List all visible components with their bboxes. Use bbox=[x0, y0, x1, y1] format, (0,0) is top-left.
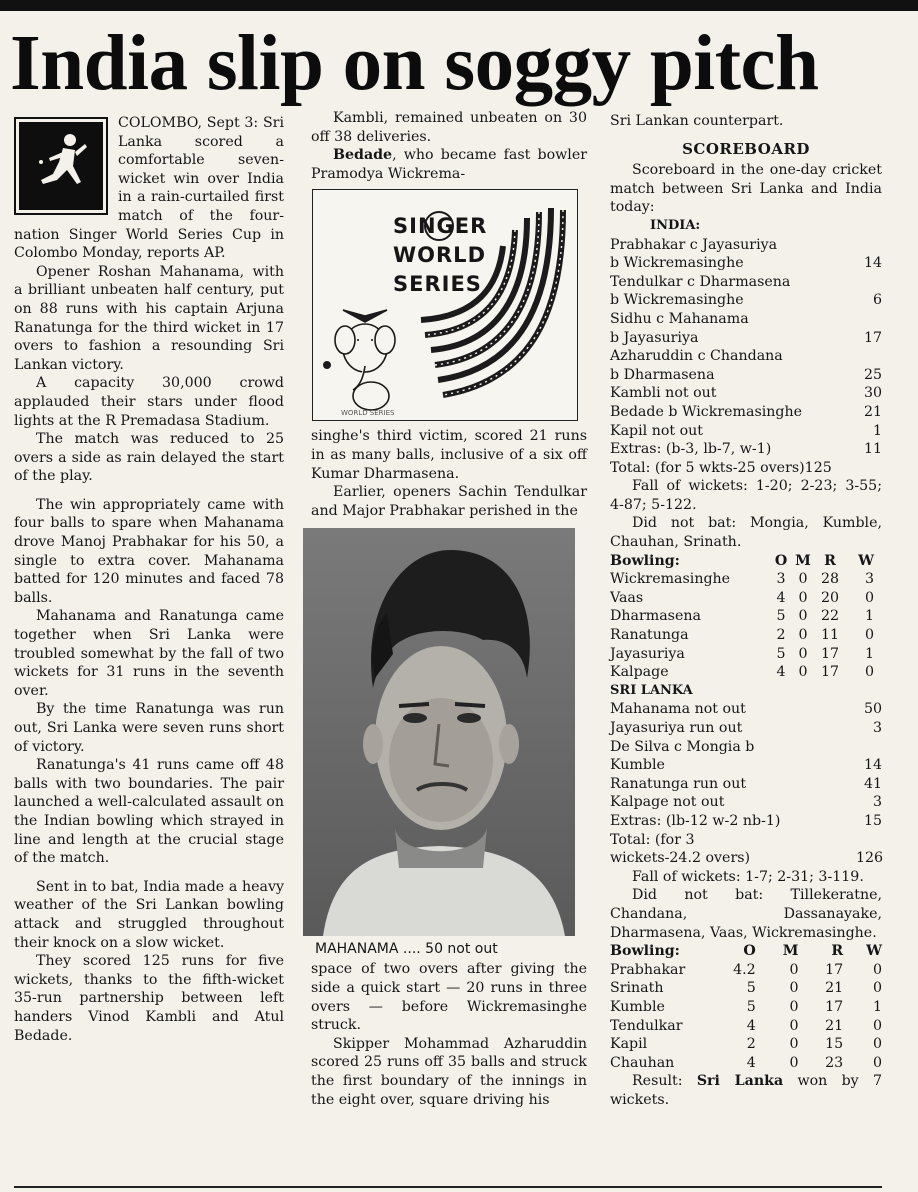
bowler-overs: 5 bbox=[746, 998, 756, 1015]
batsman-dismissal: Bedade b Wickremasinghe bbox=[610, 403, 803, 420]
batsman-line: Prabhakar c Jayasuriya bbox=[610, 236, 778, 253]
bowler-wickets: 0 bbox=[872, 980, 883, 997]
batsman-dismissal: Mahanama not out bbox=[610, 701, 746, 718]
bowler-row bbox=[610, 1017, 882, 1036]
bowler-name: Jayasuriya bbox=[610, 645, 685, 662]
bowler-maidens: 0 bbox=[798, 627, 808, 644]
bowler-maidens: 0 bbox=[798, 608, 808, 625]
batsman-dismissal: Extras: (b-3, lb-7, w-1) bbox=[610, 441, 772, 458]
india-total: Total: (for 5 wkts-25 overs)125 bbox=[610, 459, 832, 476]
article-paragraph: A capacity 30,000 crowd applauded their stars under flood lights at the R Premadasa Stadium. bbox=[14, 375, 284, 429]
top-rule bbox=[0, 0, 918, 11]
india-did-not-bat: Did not bat: Mongia, Kumble, Chauhan, Srinath. bbox=[610, 515, 882, 551]
bowler-runs: 15 bbox=[825, 1036, 844, 1053]
scoreboard-title: SCOREBOARD bbox=[682, 139, 810, 158]
bowler-name: Kapil bbox=[610, 1036, 648, 1053]
batsman-runs: 1 bbox=[872, 422, 882, 439]
article-paragraph: Skipper Mohammad Azharuddin scored 25 runs off 35 balls and struck the first boundary of the innings in the eight over, square driving his bbox=[311, 1035, 587, 1108]
article-paragraph: singhe's third victim, scored 21 runs in as many balls, inclusive of a six off Kumar Dharmasena. bbox=[311, 428, 587, 482]
match-result: Result: Sri Lanka won by 7 wickets. bbox=[610, 1073, 882, 1108]
batsman-row bbox=[610, 849, 882, 868]
batsman-runs: 126 bbox=[856, 850, 884, 867]
bowler-wickets: 0 bbox=[872, 1054, 883, 1071]
bowler-maidens: 0 bbox=[798, 664, 808, 681]
batsman-row bbox=[610, 422, 882, 441]
article-lead: COLOMBO, Sept 3: Sri Lanka scored a comfortable seven-wicket win over India in a rain-curtailed first match of the four-nation Singer World Series Cup in Colombo Monday, reports AP. bbox=[14, 115, 284, 262]
bowler-runs: 11 bbox=[820, 627, 840, 644]
article-column-1 bbox=[14, 114, 284, 1045]
bowler-row bbox=[610, 589, 882, 608]
batsman-row bbox=[610, 254, 882, 273]
article-paragraph: Sri Lankan counterpart. bbox=[610, 113, 784, 129]
bowler-maidens: 0 bbox=[789, 961, 799, 978]
batsman-runs: 14 bbox=[863, 757, 882, 774]
ad-title: SINGER WORLD SERIES bbox=[393, 214, 488, 297]
bowler-overs: 4.2 bbox=[733, 961, 756, 978]
batsman-dismissal: wickets-24.2 overs) bbox=[610, 850, 751, 867]
india-bowling-list bbox=[610, 961, 882, 1073]
bowler-overs: 4 bbox=[776, 589, 786, 606]
batsman-row bbox=[610, 775, 882, 794]
elephant-mascot-icon bbox=[335, 310, 395, 410]
bowler-overs: 5 bbox=[746, 980, 756, 997]
article-paragraph: By the time Ranatunga was run out, Sri Lanka were seven runs short of victory. bbox=[14, 701, 284, 755]
bowler-wickets: 0 bbox=[872, 1036, 883, 1053]
player-photo bbox=[303, 528, 575, 936]
bowler-maidens: 0 bbox=[789, 980, 799, 997]
sri-lanka-bowling-list bbox=[610, 570, 882, 682]
bowler-wickets: 1 bbox=[864, 608, 874, 625]
bowler-row bbox=[610, 998, 882, 1017]
bowler-row bbox=[610, 961, 882, 980]
batsman-row bbox=[610, 291, 882, 310]
bowler-maidens: 0 bbox=[789, 1054, 799, 1071]
bowler-row bbox=[610, 979, 882, 998]
bowler-row bbox=[610, 1054, 882, 1073]
batsman-row bbox=[610, 440, 882, 459]
batsman-dismissal: Jayasuriya run out bbox=[610, 720, 743, 736]
bowler-runs: 17 bbox=[825, 998, 844, 1015]
batsman-row bbox=[610, 384, 882, 403]
bowler-runs: 20 bbox=[820, 589, 840, 606]
bowler-runs: 17 bbox=[825, 961, 844, 978]
article-paragraph: They scored 125 runs for five wickets, thanks to the fifth-wicket 35-run partnership between left handers Vinod Kambli and Atul Bedade. bbox=[14, 953, 284, 1044]
batsman-runs: 3 bbox=[872, 794, 882, 811]
sri-lanka-did-not-bat: Did not bat: Tillekeratne, Chandana, Dassanayake, Dharmasena, Vaas, Wickremasinghe. bbox=[610, 887, 882, 941]
batsman-runs: 15 bbox=[863, 812, 882, 829]
bowler-name: Prabhakar bbox=[610, 961, 686, 978]
bowler-row bbox=[610, 663, 882, 682]
scoreboard-intro: Scoreboard in the one-day cricket match between Sri Lanka and India today: bbox=[610, 162, 882, 216]
bowler-overs: 5 bbox=[776, 608, 786, 625]
bowler-name: Vaas bbox=[610, 589, 644, 606]
batsman-dismissal: Kalpage not out bbox=[610, 794, 725, 811]
batsman-runs: 30 bbox=[863, 385, 882, 402]
article-paragraph: Kambli, remained unbeaten on 30 off 38 deliveries. bbox=[311, 110, 587, 145]
batsman-dismissal: b Dharmasena bbox=[610, 366, 715, 383]
bowler-overs: 4 bbox=[746, 1054, 756, 1071]
bowler-overs: 3 bbox=[776, 571, 786, 588]
bowler-row bbox=[610, 626, 882, 645]
sri-lanka-heading: SRI LANKA bbox=[610, 682, 693, 698]
scoreboard-column bbox=[610, 112, 882, 1109]
bowler-wickets: 0 bbox=[864, 664, 874, 681]
batsman-row bbox=[610, 403, 882, 422]
bowler-runs: 21 bbox=[825, 980, 844, 997]
svg-text:WORLD SERIES: WORLD SERIES bbox=[341, 409, 395, 418]
bowler-runs: 17 bbox=[820, 664, 840, 681]
batsman-row bbox=[610, 793, 882, 812]
batsman-line: De Silva c Mongia b bbox=[610, 738, 755, 755]
article-paragraph: Sent in to bat, India made a heavy weather of the Sri Lankan bowling attack and struggled throughout their knock on a slow wicket. bbox=[14, 878, 284, 951]
bowler-wickets: 0 bbox=[864, 627, 874, 644]
batsman-dismissal: Kapil not out bbox=[610, 422, 703, 439]
bowler-overs: 5 bbox=[776, 645, 786, 662]
bowler-wickets: 1 bbox=[864, 645, 874, 662]
article-paragraph: The win appropriately came with four balls to spare when Mahanama drove Manoj Prabhakar for his 50, a single to extra cover. Mahanama batted for 120 minutes and faced 78 balls. bbox=[14, 496, 284, 606]
bowler-maidens: 0 bbox=[798, 571, 808, 588]
bowler-name: Tendulkar bbox=[610, 1017, 683, 1034]
batsman-runs: 3 bbox=[872, 720, 882, 736]
bowling-header-india: Bowling: O M R W bbox=[610, 943, 883, 960]
bowler-maidens: 0 bbox=[789, 1017, 799, 1034]
bowler-runs: 23 bbox=[825, 1054, 844, 1071]
bowler-name: Srinath bbox=[610, 980, 664, 997]
singer-world-series-ad bbox=[312, 189, 578, 421]
bowler-runs: 22 bbox=[820, 608, 840, 625]
batsman-dismissal: Kambli not out bbox=[610, 385, 717, 402]
article-column-2 bbox=[311, 109, 587, 1109]
cricket-logo bbox=[14, 117, 108, 215]
bowler-overs: 4 bbox=[776, 664, 786, 681]
mahanama-portrait bbox=[303, 528, 575, 936]
bowler-name: Ranatunga bbox=[610, 627, 689, 644]
batsman-dismissal: b Wickremasinghe bbox=[610, 255, 744, 272]
bowler-runs: 21 bbox=[825, 1017, 844, 1034]
batsman-dismissal: b Jayasuriya bbox=[610, 329, 699, 346]
bowler-overs: 2 bbox=[746, 1036, 756, 1053]
bowler-maidens: 0 bbox=[789, 998, 799, 1015]
bowler-row bbox=[610, 607, 882, 626]
batsman-line: Azharuddin c Chandana bbox=[610, 348, 783, 365]
article-paragraph: space of two overs after giving the side a quick start — 20 runs in three overs — before Wickremasinghe struck. bbox=[311, 961, 587, 1034]
sri-lanka-batting-list bbox=[610, 700, 882, 867]
bowler-overs: 4 bbox=[746, 1017, 756, 1034]
bowler-maidens: 0 bbox=[798, 645, 808, 662]
dateline: COLOMBO, Sept 3: bbox=[118, 115, 259, 131]
bottom-rule bbox=[14, 1186, 882, 1188]
batsman-row bbox=[610, 719, 882, 738]
bowler-row bbox=[610, 645, 882, 664]
bowler-name: Dharmasena bbox=[610, 608, 701, 625]
batsman-runs: 17 bbox=[863, 329, 882, 346]
batsman-runs: 41 bbox=[863, 775, 882, 792]
article-paragraph: Ranatunga's 41 runs came off 48 balls with two boundaries. The pair launched a well-calculated assault on the Indian bowling which strayed in line and length at the crucial stage of the match. bbox=[14, 757, 284, 867]
batsman-runs: 50 bbox=[863, 701, 882, 718]
bowler-overs: 2 bbox=[776, 627, 786, 644]
batsman-row bbox=[610, 366, 882, 385]
headline: India slip on soggy pitch bbox=[10, 20, 819, 107]
article-paragraph: Mahanama and Ranatunga came together when Sri Lanka were troubled somewhat by the fall of two wickets for 31 runs in the seventh over. bbox=[14, 608, 284, 699]
cricketer-icon bbox=[19, 122, 101, 208]
bowler-runs: 17 bbox=[820, 645, 840, 662]
bowler-wickets: 1 bbox=[872, 998, 883, 1015]
bowler-name: Kumble bbox=[610, 998, 665, 1015]
article-paragraph: Earlier, openers Sachin Tendulkar and Major Prabhakar perished in the bbox=[311, 484, 587, 519]
batsman-dismissal: b Wickremasinghe bbox=[610, 292, 744, 309]
article-paragraph: The match was reduced to 25 overs a side as rain delayed the start of the play. bbox=[14, 431, 284, 485]
bowler-maidens: 0 bbox=[798, 589, 808, 606]
batsman-runs: 11 bbox=[863, 441, 882, 458]
batsman-runs: 25 bbox=[863, 366, 882, 383]
bowler-wickets: 0 bbox=[864, 589, 874, 606]
bowler-row bbox=[610, 570, 882, 589]
batsman-line: Tendulkar c Dharmasena bbox=[610, 273, 791, 290]
batsman-dismissal: Extras: (lb-12 w-2 nb-1) bbox=[610, 812, 781, 829]
bowler-wickets: 0 bbox=[872, 961, 883, 978]
bowler-name: Chauhan bbox=[610, 1054, 675, 1071]
bowler-maidens: 0 bbox=[789, 1036, 799, 1053]
batsman-row bbox=[610, 812, 882, 831]
sri-lanka-fall-of-wickets: Fall of wickets: 1-7; 2-31; 3-119. bbox=[632, 868, 864, 885]
batsman-runs: 6 bbox=[872, 292, 882, 309]
batsman-dismissal: Ranatunga run out bbox=[610, 775, 747, 792]
bowler-runs: 28 bbox=[820, 571, 840, 588]
bowler-row bbox=[610, 1035, 882, 1054]
batsman-row bbox=[610, 756, 882, 775]
bowler-wickets: 3 bbox=[864, 571, 874, 588]
batsman-row bbox=[610, 700, 882, 719]
article-paragraph: Bedade, who became fast bowler Pramodya Wickrema- bbox=[311, 147, 587, 182]
india-batting-list bbox=[610, 236, 882, 459]
batsman-line: Sidhu c Mahanama bbox=[610, 310, 749, 327]
bowler-name: Wickremasinghe bbox=[610, 571, 731, 588]
batsman-runs: 21 bbox=[863, 403, 882, 420]
bowling-header: Bowling: O M R W bbox=[610, 552, 874, 569]
bowler-wickets: 0 bbox=[872, 1017, 883, 1034]
batsman-line: Total: (for 3 bbox=[610, 831, 695, 848]
bowler-name: Kalpage bbox=[610, 664, 669, 681]
photo-caption: MAHANAMA .... 50 not out bbox=[315, 941, 498, 958]
article-paragraph: Opener Roshan Mahanama, with a brilliant unbeaten half century, put on 88 runs with his captain Arjuna Ranatunga for the third wicket in 17 overs to fashion a resounding Sri Lankan victory. bbox=[14, 263, 284, 373]
india-heading: INDIA: bbox=[650, 217, 701, 233]
batsman-dismissal: Kumble bbox=[610, 757, 665, 774]
india-fall-of-wickets: Fall of wickets: 1-20; 2-23; 3-55; 4-87; 5-122. bbox=[610, 478, 882, 513]
batsman-runs: 14 bbox=[863, 255, 882, 272]
batsman-row bbox=[610, 329, 882, 348]
